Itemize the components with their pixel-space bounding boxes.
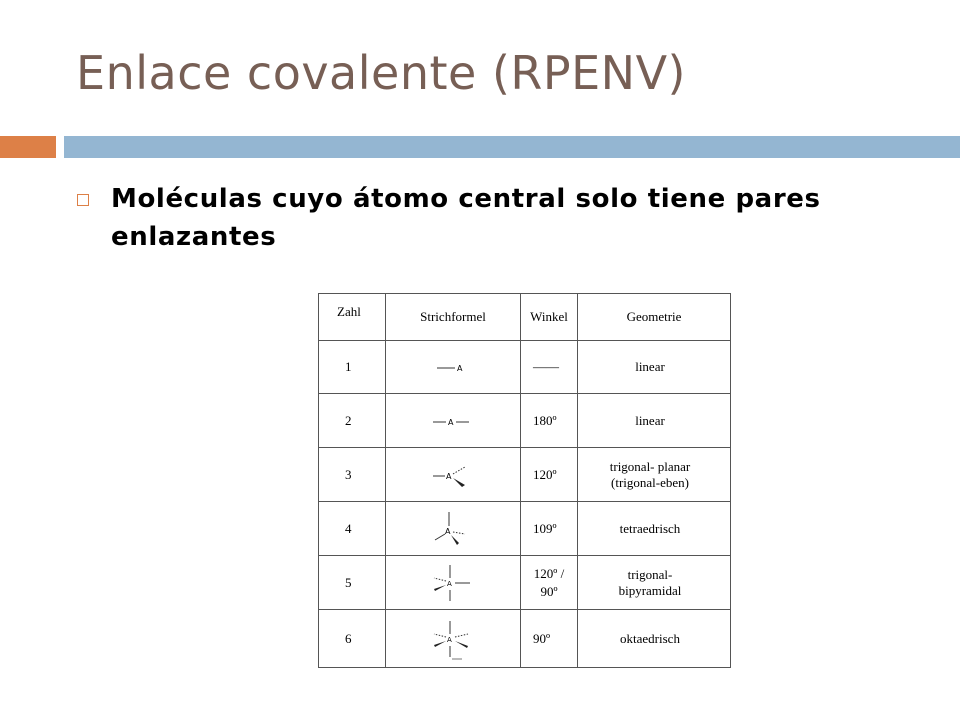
geometry-table-image <box>318 293 730 656</box>
formel-cell <box>386 394 521 448</box>
geometrie-cell: tetraedrisch <box>578 502 731 556</box>
winkel-cell: 109º <box>521 502 578 556</box>
winkel-cell: —— <box>521 341 578 394</box>
scan-artifact-mark <box>452 658 462 660</box>
winkel-cell: 120º <box>521 448 578 502</box>
atom-label: A <box>448 417 454 427</box>
formel-cell <box>386 448 521 502</box>
tetrahedral-icon <box>431 510 475 548</box>
table-row <box>319 448 731 502</box>
header-strichformel: Strichformel <box>386 294 521 341</box>
header-zahl: Zahl <box>319 294 386 341</box>
slide-title: Enlace covalente (RPENV) <box>76 46 686 100</box>
linear-one-bond-icon <box>433 360 473 374</box>
table-row <box>319 556 731 610</box>
octahedral-icon <box>430 619 476 659</box>
zahl-cell: 4 <box>319 502 386 556</box>
linear-two-bonds-icon <box>431 414 475 428</box>
geometrie-cell: linear <box>578 341 731 394</box>
trigonal-bipyramidal-icon <box>430 563 476 603</box>
table-header-row <box>319 294 731 341</box>
geometrie-cell: trigonal- planar (trigonal-eben) <box>578 448 731 502</box>
formel-cell <box>386 556 521 610</box>
winkel-cell: 120º / 90º <box>521 556 578 610</box>
table-row <box>319 341 731 394</box>
zahl-cell: 6 <box>319 610 386 668</box>
zahl-cell: 3 <box>319 448 386 502</box>
atom-label: A <box>445 526 451 536</box>
table-row <box>319 502 731 556</box>
atom-label: A <box>446 471 452 481</box>
formel-cell <box>386 341 521 394</box>
atom-label: A <box>447 579 452 588</box>
atom-label: A <box>457 364 463 373</box>
header-winkel: Winkel <box>521 294 578 341</box>
table-row <box>319 610 731 668</box>
bullet-text: Moléculas cuyo átomo central solo tiene pares enlazantes <box>111 184 821 252</box>
winkel-cell: 180º <box>521 394 578 448</box>
geometrie-cell: oktaedrisch <box>578 610 731 668</box>
accent-bar-blue <box>64 136 960 158</box>
zahl-cell: 5 <box>319 556 386 610</box>
geometry-table <box>318 293 731 668</box>
square-bullet-icon <box>77 194 89 206</box>
accent-bar-orange <box>0 136 56 158</box>
table-row <box>319 394 731 448</box>
header-geometrie: Geometrie <box>578 294 731 341</box>
winkel-cell: 90º <box>521 610 578 668</box>
atom-label: A <box>447 635 452 644</box>
geometrie-cell: trigonal- bipyramidal <box>578 556 731 610</box>
formel-cell <box>386 502 521 556</box>
geometrie-cell: linear <box>578 394 731 448</box>
zahl-cell: 2 <box>319 394 386 448</box>
zahl-cell: 1 <box>319 341 386 394</box>
trigonal-planar-icon <box>431 462 475 488</box>
